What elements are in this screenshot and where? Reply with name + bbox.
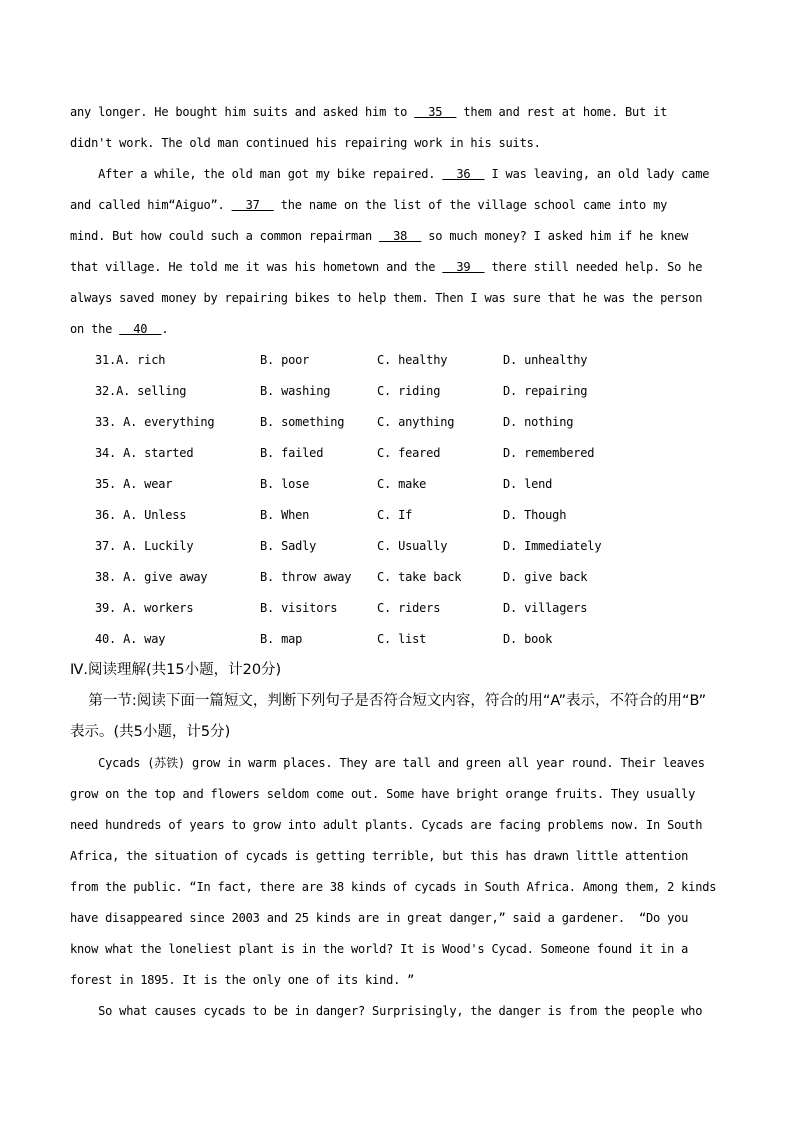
text-line: have disappeared since 2003 and 25 kinds are in great danger,” said a gardener. “Do you (70, 911, 689, 925)
option-39-C: C. riders (377, 601, 441, 615)
option-33-D: D. nothing (503, 415, 574, 429)
cloze-blank-38: 38 (379, 229, 422, 243)
cloze-blank-37: 37 (231, 198, 274, 212)
text-line: forest in 1895. It is the only one of its kind. ” (70, 973, 415, 987)
reading-passage-text (70, 748, 728, 1027)
option-35-A: 35. A. wear (95, 477, 173, 491)
text-line: mind. But how could such a common repairman 38 so much money? I asked him if he knew (70, 229, 689, 243)
cloze-passage-text (70, 97, 728, 345)
option-row-34 (70, 438, 728, 469)
option-33-B: B. something (260, 415, 345, 429)
reading-instructions-line1: 第一节:阅读下面一篇短文，判断下列句子是否符合短文内容，符合的用“A”表示，不符合的用“B” (70, 693, 707, 709)
text-line: from the public. “In fact, there are 38 kinds of cycads in South Africa. Among them, 2 kinds (70, 880, 717, 894)
cloze-blank-36: 36 (442, 167, 485, 181)
option-31-B: B. poor (260, 353, 310, 367)
option-31-C: C. healthy (377, 353, 448, 367)
text-line: any longer. He bought him suits and asked him to 35 them and rest at home. But it (70, 105, 668, 119)
option-row-36 (70, 500, 728, 531)
reading-section-title: Ⅳ.阅读理解(共15小题，计20分) (70, 662, 282, 678)
option-32-D: D. repairing (503, 384, 588, 398)
option-34-A: 34. A. started (95, 446, 194, 460)
text-line: need hundreds of years to grow into adult plants. Cycads are facing problems now. In South (70, 818, 703, 832)
option-36-D: D. Though (503, 508, 567, 522)
option-39-A: 39. A. workers (95, 601, 194, 615)
option-34-D: D. remembered (503, 446, 595, 460)
option-38-D: D. give back (503, 570, 588, 584)
option-34-C: C. feared (377, 446, 441, 460)
option-36-C: C. If (377, 508, 413, 522)
text-line: always saved money by repairing bikes to help them. Then I was sure that he was the person (70, 291, 703, 305)
text-line: know what the loneliest plant is in the world? It is Wood's Cycad. Someone found it in a (70, 942, 689, 956)
option-33-C: C. anything (377, 415, 455, 429)
cloze-options-table (70, 345, 728, 655)
option-35-C: C. make (377, 477, 427, 491)
option-40-A: 40. A. way (95, 632, 166, 646)
option-37-C: C. Usually (377, 539, 448, 553)
text-line: that village. He told me it was his hometown and the 39 there still needed help. So he (70, 260, 703, 274)
option-39-D: D. villagers (503, 601, 588, 615)
option-row-37 (70, 531, 728, 562)
option-40-C: C. list (377, 632, 427, 646)
text-line: didn't work. The old man continued his repairing work in his suits. (70, 136, 541, 150)
text-line: Africa, the situation of cycads is getting terrible, but this has drawn little attention (70, 849, 689, 863)
text-line: and called him“Aiguo”. 37 the name on the list of the village school came into my (70, 198, 668, 212)
text-line: So what causes cycads to be in danger? Surprisingly, the danger is from the people who (70, 1004, 703, 1018)
option-32-B: B. washing (260, 384, 331, 398)
cloze-blank-39: 39 (442, 260, 485, 274)
option-37-B: B. Sadly (260, 539, 317, 553)
option-row-38 (70, 562, 728, 593)
cloze-blank-40: 40 (119, 322, 162, 336)
option-row-33 (70, 407, 728, 438)
option-row-35 (70, 469, 728, 500)
option-36-A: 36. A. Unless (95, 508, 187, 522)
option-35-D: D. lend (503, 477, 553, 491)
text-line: Cycads (苏铁) grow in warm places. They are tall and green all year round. Their leaves (70, 756, 705, 770)
option-34-B: B. failed (260, 446, 324, 460)
option-row-39 (70, 593, 728, 624)
text-line: grow on the top and flowers seldom come out. Some have bright orange fruits. They usually (70, 787, 696, 801)
option-32-A: 32.A. selling (95, 384, 187, 398)
option-37-A: 37. A. Luckily (95, 539, 194, 553)
option-40-D: D. book (503, 632, 553, 646)
option-row-32 (70, 376, 728, 407)
option-row-40 (70, 624, 728, 655)
option-32-C: C. riding (377, 384, 441, 398)
option-38-C: C. take back (377, 570, 462, 584)
cloze-blank-35: 35 (414, 105, 457, 119)
option-38-B: B. throw away (260, 570, 352, 584)
option-37-D: D. Immediately (503, 539, 602, 553)
option-31-A: 31.A. rich (95, 353, 166, 367)
option-38-A: 38. A. give away (95, 570, 208, 584)
option-31-D: D. unhealthy (503, 353, 588, 367)
text-line: After a while, the old man got my bike repaired. 36 I was leaving, an old lady came (70, 167, 710, 181)
reading-instructions-line2: 表示。(共5小题，计5分) (70, 724, 231, 740)
option-40-B: B. map (260, 632, 303, 646)
option-36-B: B. When (260, 508, 310, 522)
text-line: on the 40 . (70, 322, 169, 336)
option-33-A: 33. A. everything (95, 415, 215, 429)
option-35-B: B. lose (260, 477, 310, 491)
option-39-B: B. visitors (260, 601, 338, 615)
option-row-31 (70, 345, 728, 376)
